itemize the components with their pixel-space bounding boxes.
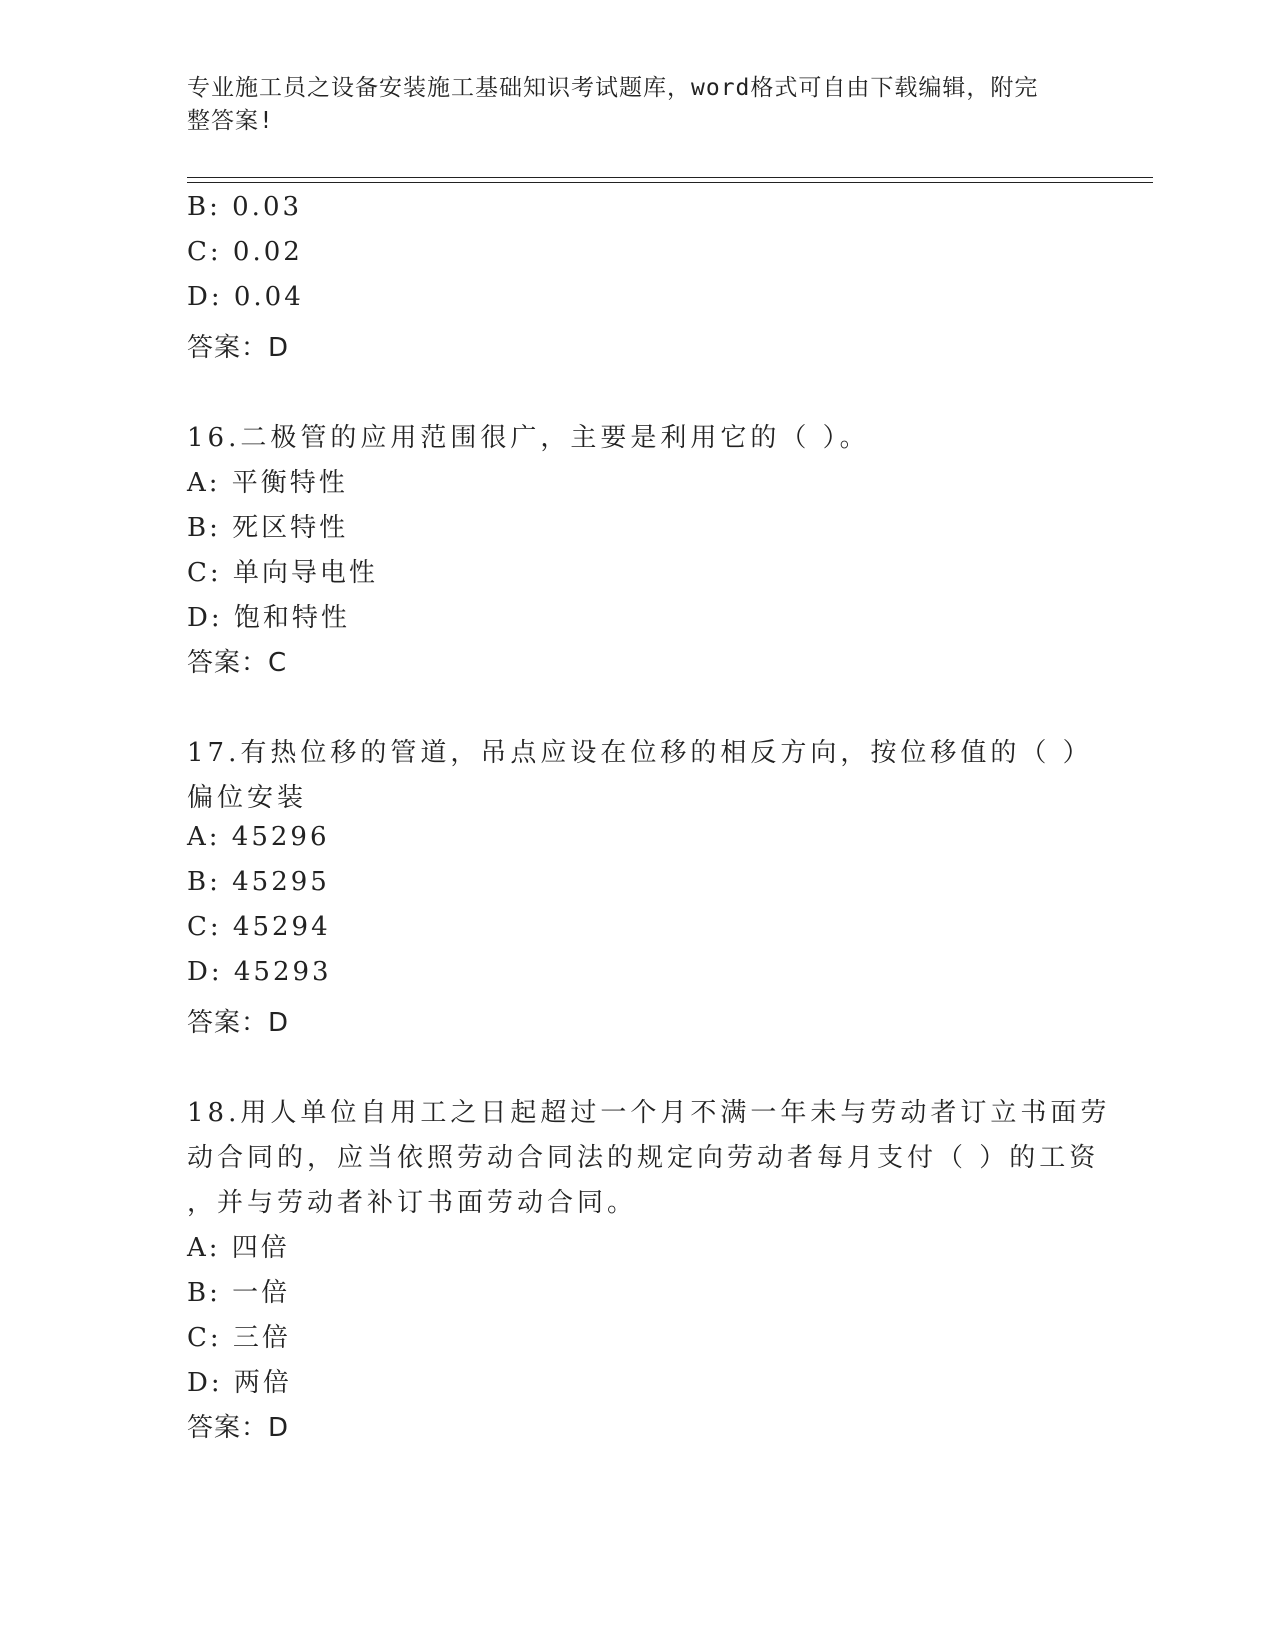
- q17-option-d: D: 45293: [187, 957, 332, 987]
- q17-option-c: C: 45294: [187, 912, 331, 942]
- q17-option-a: A: 45296: [187, 822, 330, 852]
- q18-answer: 答案：D: [187, 1413, 290, 1443]
- q16-option-b: B: 死区特性: [187, 513, 349, 543]
- q16-option-c: C: 单向导电性: [187, 558, 378, 588]
- q18-question-line-3: ，并与劳动者补订书面劳动合同。: [187, 1188, 638, 1218]
- q18-option-b: B: 一倍: [187, 1278, 291, 1308]
- q17-question-line-2: 偏位安装: [187, 783, 308, 813]
- document-header: [187, 72, 1087, 138]
- q17-question-line-1: 17.有热位移的管道，吊点应设在位移的相反方向，按位移值的（ ）: [187, 738, 1093, 768]
- q16-question: 16.二极管的应用范围很广，主要是利用它的（ ）。: [187, 423, 870, 453]
- q16-option-d: D: 饱和特性: [187, 603, 350, 633]
- header-divider-bottom: [187, 182, 1153, 183]
- q18-option-d: D: 两倍: [187, 1368, 292, 1398]
- q17-answer: 答案：D: [187, 1008, 290, 1038]
- header-divider-top: [187, 177, 1153, 178]
- q16-answer: 答案：C: [187, 648, 288, 678]
- q15-answer: 答案：D: [187, 333, 290, 363]
- q17-option-b: B: 45295: [187, 867, 330, 897]
- q18-question-line-1: 18.用人单位自用工之日起超过一个月不满一年未与劳动者订立书面劳: [187, 1098, 1111, 1128]
- q18-option-c: C: 三倍: [187, 1323, 291, 1353]
- q18-question-line-2: 动合同的，应当依照劳动合同法的规定向劳动者每月支付（ ）的工资: [187, 1143, 1100, 1173]
- q16-option-a: A: 平衡特性: [187, 468, 348, 498]
- q15-option-c: C: 0.02: [187, 237, 303, 267]
- header-title-line-2: 整答案!: [187, 108, 274, 134]
- q18-option-a: A: 四倍: [187, 1233, 290, 1263]
- header-title-line-1: 专业施工员之设备安装施工基础知识考试题库，word格式可自由下载编辑，附完: [187, 75, 1039, 101]
- q15-option-d: D: 0.04: [187, 282, 304, 312]
- q15-option-b: B: 0.03: [187, 192, 303, 222]
